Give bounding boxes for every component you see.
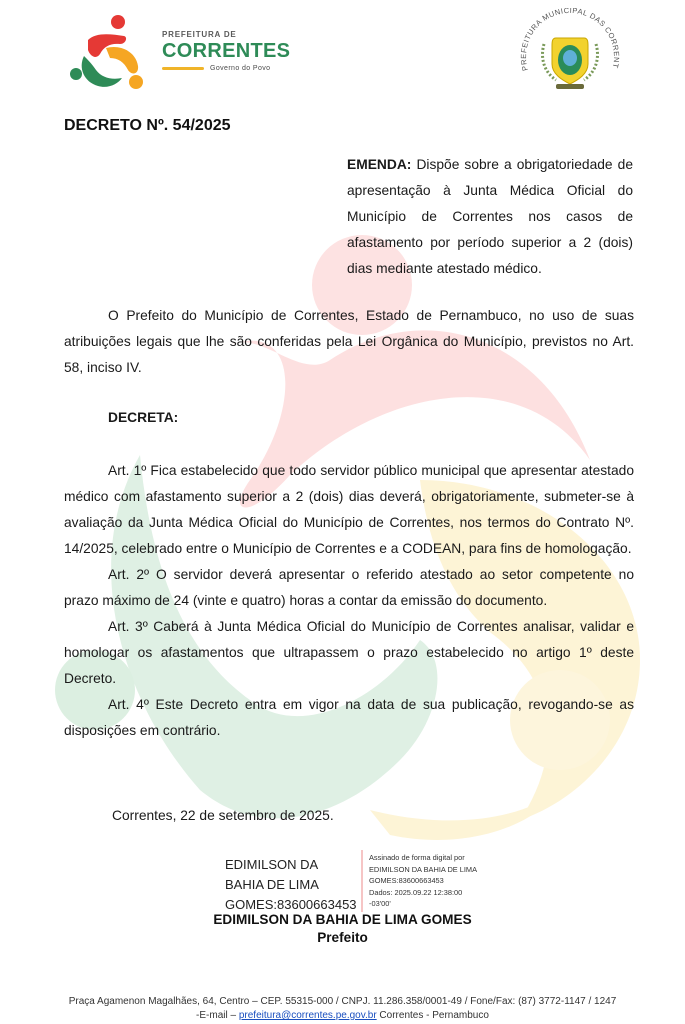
signature-details xyxy=(369,852,477,910)
article-2: Art. 2º O servidor deverá apresentar o referido atestado ao setor competente no prazo máximo de 24 (vinte e quatro) horas a contar da emissão do documento. xyxy=(64,567,634,608)
footer-email-link[interactable]: prefeitura@correntes.pe.gov.br xyxy=(238,1010,377,1021)
articles-list xyxy=(64,458,634,744)
article-3: Art. 3º Caberá à Junta Médica Oficial do Município de Correntes analisar, validar e homologar os afastamentos que ultrapassem o prazo estabelecido no artigo 1º deste Decreto. xyxy=(64,619,634,686)
signature-detail-line: EDIMILSON DA BAHIA DE LIMA xyxy=(369,864,478,874)
signature-name-line: EDIMILSON DA xyxy=(225,857,319,872)
signature-signer-name xyxy=(225,855,357,915)
signer-role: Prefeito xyxy=(317,930,368,945)
decree-title: DECRETO Nº. 54/2025 xyxy=(64,117,231,134)
signature-mark xyxy=(361,850,363,912)
footer xyxy=(0,995,685,1023)
prefeitura-logo xyxy=(66,12,306,98)
logo-kicker: PREFEITURA DE xyxy=(162,30,237,39)
ementa-label: EMENDA: xyxy=(347,157,412,172)
signer-printed-name: EDIMILSON DA BAHIA DE LIMA GOMES xyxy=(213,912,472,927)
logo-tagline: Governo do Povo xyxy=(210,65,271,72)
date-line: Correntes, 22 de setembro de 2025. xyxy=(112,808,334,823)
signature-detail-line: -03'00' xyxy=(369,899,391,908)
ementa-text: Dispõe sobre a obrigatoriedade de apresentação à Junta Médica Oficial do Município de Correntes nos casos de afastamento por período superior a 2 (dois) dias mediante atestado médico. xyxy=(347,157,633,276)
logo-divider xyxy=(162,67,204,70)
article-4: Art. 4º Este Decreto entra em vigor na data de sua publicação, revogando-se as disposições em contrário. xyxy=(64,697,634,738)
footer-contact xyxy=(0,1009,685,1023)
correntes-emblem-icon xyxy=(66,12,156,98)
decreta-heading: DECRETA: xyxy=(108,410,179,425)
municipal-seal-icon xyxy=(514,8,626,104)
signature-detail-line: GOMES:83600663453 xyxy=(369,876,444,885)
footer-address: Praça Agamenon Magalhães, 64, Centro – CEP. 55315-000 / CNPJ. 11.286.358/0001-49 / Fone/Fax: (87) 3772-1147 / 1247 xyxy=(68,996,617,1007)
article-1: Art. 1º Fica estabelecido que todo servidor público municipal que apresentar atestado médico com afastamento superior a 2 (dois) dias deverá, obrigatoriamente, submeter-se à avaliação da Junta Médica Oficial do Município de Correntes, nos termos do Contrato Nº. 14/2025, celebrado entre o Município de Correntes e a CODEAN, para fins de homologação. xyxy=(64,463,634,556)
signature-name-line: BAHIA DE LIMA xyxy=(225,877,319,892)
footer-city: Correntes - Pernambuco xyxy=(376,1010,489,1021)
ementa-block xyxy=(347,152,633,282)
signature-detail-line: Dados: 2025.09.22 12:38:00 xyxy=(369,887,463,897)
footer-email-prefix: -E-mail – xyxy=(196,1010,239,1021)
logo-name: CORRENTES xyxy=(162,40,291,62)
signature-detail-line: Assinado de forma digital por xyxy=(369,853,465,862)
signature-name-line: GOMES:83600663453 xyxy=(225,897,357,912)
seal-ring-text: PREFEITURA MUNICIPAL DAS CORRENT xyxy=(518,8,622,72)
municipal-seal xyxy=(514,8,626,104)
intro-paragraph: O Prefeito do Município de Correntes, Estado de Pernambuco, no uso de suas atribuições legais que lhe são conferidas pela Lei Orgânica do Município, previstos no Art. 58, inciso IV. xyxy=(64,308,634,375)
